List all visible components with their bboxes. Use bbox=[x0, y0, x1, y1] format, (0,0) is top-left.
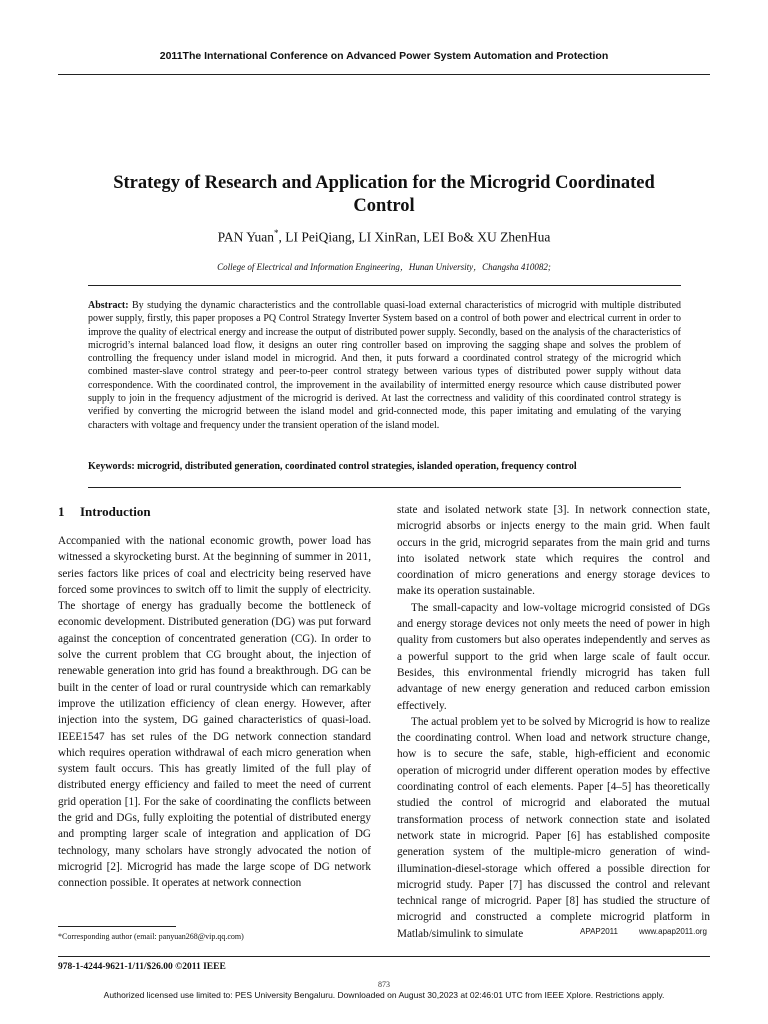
isbn-copyright: 978-1-4244-9621-1/11/$26.00 ©2011 IEEE bbox=[58, 962, 226, 972]
isbn-rule bbox=[58, 956, 710, 957]
author-list bbox=[60, 228, 708, 246]
page-number: 873 bbox=[378, 980, 390, 989]
abstract-text: By studying the dynamic characteristics and the controllable quasi-load external characteristics of microgrid with multiple distributed power supply, firstly, this paper proposes a PQ Control Strategy Inverter System based on a control of both power and electrical current in order to improve the quality of electrical energy and increase the output of distributed power supply. Secondly, based on the analysis of the characteristics of microgrid’s internal balanced load flow, it designs an outer ring controller based on improving the sagging shape and solves the problem of controlling the frequency under island model in microgrid. And then, it puts forward a coordinated control strategy of the microgrid which combined master-slave control strategy and peer-to-peer control strategy between various types of distributed power supply without data correspondence. With the coordinated control, the improvement in the availability of intermitted energy resource which cause distributed power supply to join in the frequency adjustment of the microgrid is derived. At last the correctness and validity of this coordinated control strategy is verified by converting the microgrid between the island model and grid-connected mode, this paper imitating and emulating of the varying characters with voltage and frequency under the transient operation of the island model. bbox=[88, 300, 682, 431]
header-rule bbox=[58, 74, 710, 75]
footnote-rule bbox=[58, 926, 176, 927]
abstract-top-rule bbox=[88, 285, 681, 286]
keywords: Keywords: microgrid, distributed generation, coordinated control strategies, islanded operation, frequency control bbox=[88, 461, 577, 472]
title-line-2: Control bbox=[353, 196, 415, 216]
paper-title bbox=[60, 172, 708, 218]
license-notice: Authorized licensed use limited to: PES University Bengaluru. Downloaded on August 30,2023 at 02:46:01 UTC from IEEE Xplore. Restrictions apply. bbox=[103, 990, 665, 1000]
body-paragraph: The small-capacity and low-voltage microgrid consisted of DGs and energy storage devices not only meets the need of power in high quality from customers but also operates independently and serves as a powerful support to the grid when large scale of fault occur. Besides, this environmental friendly microgrid has taken full advantage of new energy generation and reduced carbon emission effectively. bbox=[397, 601, 710, 712]
author-rest: , LI PeiQiang, LI XinRan, LEI Bo& XU ZhenHua bbox=[278, 229, 551, 245]
conference-code: APAP2011 bbox=[580, 927, 618, 936]
keywords-bottom-rule bbox=[88, 487, 681, 488]
section-title: Introduction bbox=[80, 504, 151, 519]
left-column bbox=[58, 533, 371, 892]
title-line-1: Strategy of Research and Application for the Microgrid Coordinated bbox=[113, 173, 655, 193]
conference-url: www.apap2011.org bbox=[639, 927, 707, 936]
right-column bbox=[397, 502, 710, 942]
body-paragraph: state and isolated network state [3]. In network connection state, microgrid absorbs or injects energy to the main grid. When fault occurs in the grid, microgrid separates from the main grid and turns into isolated network state which requires the control and coordination of micro generations and energy storage devices to make its operation sustainable. bbox=[397, 504, 710, 598]
section-heading bbox=[58, 504, 151, 520]
corresponding-mark: * bbox=[274, 228, 279, 238]
author-first: PAN Yuan bbox=[217, 229, 275, 245]
body-paragraph: Accompanied with the national economic growth, power load has witnessed a skyrocketing burst. At the beginning of summer in 2011, series factors like prices of coal and electricity being reserved have forced some provinces to switch off to limit the supply of electricity. The shortage of energy has gradually become the bottleneck of economic development. Distributed generation (DG) was put forward against the conception of concentrated generation (CG). In order to solve the current problem that CG brought about, the injection of renewable generation into grid has found a breakthrough. DG can be built in the center of load or rural countryside which can remarkably improve the utilization efficiency of clean energy. However, after injection into the system, DG gained characteristics of quasi-load. IEEE1547 has set rules of the DG network connection standard which requires operation withdrawal of each micro generation when system fault occurs. This has greatly limited of the full play of distributed energy efficiency and failed to meet the need of current grid operation [1]. For the sake of coordinating the conflicts between the grid and DGs, fully exploiting the potential of distributed energy and prompting larger scale of integration and application of DG technology, many scholars have strongly advocated the notion of microgrid [2]. Microgrid has made the large scope of DG network connection possible. It operates at network connection bbox=[58, 535, 371, 890]
footnote: *Corresponding author (email: panyuan268@vip.qq.com) bbox=[58, 932, 244, 941]
section-number: 1 bbox=[58, 504, 65, 519]
conference-header: 2011The International Conference on Advanced Power System Automation and Protection bbox=[159, 50, 609, 62]
affiliation: College of Electrical and Information Engineering，Hunan University，Changsha 410082; bbox=[217, 262, 551, 272]
body-paragraph: The actual problem yet to be solved by Microgrid is how to realize the coordinating control. When load and network structure change, how is to secure the safe, stable, high-efficient and economic operation of microgrid under different operation modes by effective coordinating control of each elements. Paper [4–5] has theoretically studied the control of microgrid and elaborated the mutual transformation process of network connection state and isolated network state in microgrid. Paper [6] has established composite generation system of the multiple-micro generation of wind-illumination-diesel-storage which offered a possible direction for microgrid study. Paper [7] has discussed the control and relevant technical range of microgrid. Paper [8] has studied the structure of microgrid and constructed a complete microgrid platform in Matlab/simulink to simulate bbox=[397, 715, 710, 940]
abstract-label: Abstract: bbox=[88, 300, 129, 311]
abstract bbox=[88, 299, 681, 432]
